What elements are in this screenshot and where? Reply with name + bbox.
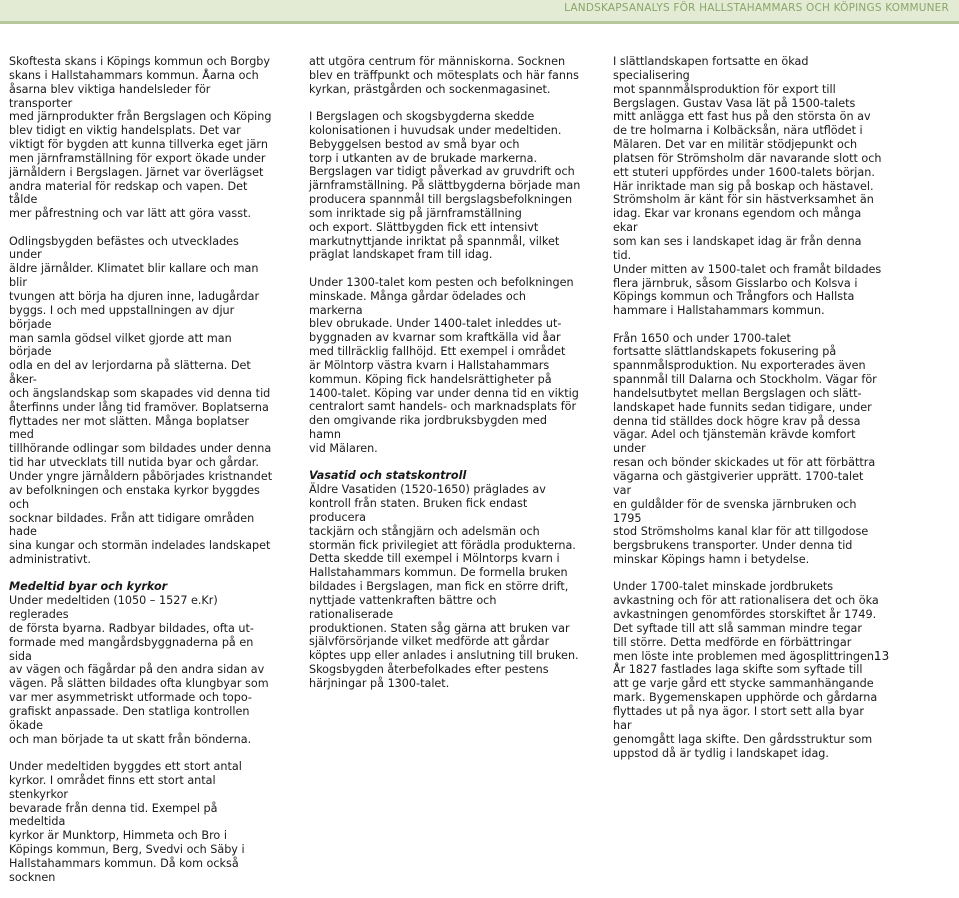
paragraph: Under medeltiden (1050 – 1527 e.Kr) reglerades de första byarna. Radbyar bildades, ofta ut- formade med mangårdsbyggnaderna på en sida av vägen och fägårdar på den andra sidan av vägen. På slätten bildades ofta klungbyar som var mer asymmetriskt utformade och topo- grafiskt anpassade. Den statliga kontrollen ökade och man började ta ut skatt från bönderna. (9, 594, 269, 746)
running-head: LANDSKAPSANALYS FÖR HALLSTAHAMMARS OCH KÖPINGS KOMMUNER (564, 2, 949, 14)
paragraph: Odlingsbygden befästes och utvecklades under äldre järnålder. Klimatet blir kallare och man blir tvungen att börja ha djuren inne, ladugårdar byggs. I och med uppstallningen av djur började man samla gödsel vilket gjorde att man började odla en del av lerjordarna på slätterna. Det åker- och ängslandskap som skapades vid denna tid återfinns under lång tid framöver. Boplatserna flyttades ner mot slätten. Många boplatser med tillhörande odlingar som bildades under denna tid har utvecklats till nutida byar och gårdar. Under yngre järnåldern påbörjades kristnandet av befolkningen och enstaka kyrkor byggdes och socknar bildades. Från att tidigare områden hade sina kungar och stormän indelades landskapet administrativt. (9, 234, 273, 567)
paragraph: Under medeltiden byggdes ett stort antal kyrkor. I området finns ett stort antal stenkyrkor bevarade från denna tid. Exempel på medeltida kyrkor är Munktorp, Himmeta och Bro i Köpings kommun, Berg, Svedvi och Säby i Hallstahammars kommun. Då kom också socknen (9, 760, 245, 884)
paragraph: I slättlandskapen fortsatte en ökad specialisering mot spannmålsproduktion för export till Bergslagen. Gustav Vasa lät på 1500-talets mitt anlägga ett fast hus på den största ön av de tre holmarna i Kolbäcksån, nära utflödet i Mälaren. Det var en militär stödjepunkt och platsen för Strömsholm där navarande slott och ett stuteri uppfördes under 1600-talets början. Här inriktade man sig på boskap och hästavel. Strömsholm är känt för sin hästverksamhet än idag. Ekar var kronans egendom och många ekar som kan ses i landskapet idag är från denna tid. Under mitten av 1500-talet och framåt bildades flera järnbruk, såsom Gisslarbo och Kolsva i Köpings kommun och Trångfors och Hallsta hammare i Hallstahammars kommun. (613, 55, 882, 318)
paragraph: I Bergslagen och skogsbygderna skedde kolonisationen i huvudsak under medeltiden. Bebyggelsen bestod av små byar och torp i utkanten av de brukade markerna. Bergslagen var tidigt påverkad av gruvdrift och järnframställning. På slättbygderna började man producera spannmål till bergslagsbefolkningen som inriktade sig på järnframställning och export. Slättbygden fick ett intensivt markutnyttjande inriktat på spannmål, vilket präglat landskapet fram till idag. (309, 110, 581, 262)
text-column-2 (309, 55, 581, 704)
text-column-3 (613, 55, 883, 774)
paragraph: att utgöra centrum för människorna. Socknen blev en träffpunkt och mötesplats och här fanns kyrkan, prästgården och sockenmagasinet. (309, 55, 579, 96)
paragraph: Från 1650 och under 1700-talet fortsatte slättlandskapets fokusering på spannmålsproduktion. Nu exporterades även spannmål till Dalarna och Stockholm. Vägar för handelsutbytet mellan Bergslagen och slätt- landskapet hade funnits sedan tidigare, under denna tid ställdes dock högre krav på dessa vägar. Adel och tjänstemän krävde komfort under resan och bönder skickades ut för att förbättra vägarna och gästgiverier upprätt. 1700-talet var en guldålder för de svenska järnbruken och 1795 stod Strömsholms kanal klar för att tillgodose bergsbrukens transporter. Under denna tid minskar Köpings hamn i betydelse. (613, 331, 877, 567)
paragraph: Under 1300-talet kom pesten och befolkningen minskade. Många gårdar ödelades och markerna blev obrukade. Under 1400-talet inleddes ut- byggnaden av kvarnar som kraftkälla vid åar med tillräcklig fallhöjd. Ett exempel i området är Mölntorp västra kvarn i Hallstahammars kommun. Köping fick handelsrättigheter på 1400-talet. Köping var under denna tid en viktig centralort samt handels- och marknadsplats för den omgivande rika jordbruksbygden med hamn vid Mälaren. (309, 275, 579, 455)
header-rule (0, 21, 959, 24)
paragraph: Under 1700-talet minskade jordbrukets avkastning och för att rationalisera det och öka avkastningen genomfördes storskiftet år 1749. Det syftade till att slå samman mindre tegar till större. Detta medförde en förbättringar men löste inte problemen med ägosplittringen. År 1827 fastlades laga skifte som syftade till att ge varje gård ett stycke sammanhängande mark. Bygemenskapen upphörde och gårdarna flyttades ut på nya ägor. I stort sett alla byar har genomgått laga skifte. Den gårdsstruktur som uppstod då är tydlig i landskapet idag. (613, 580, 879, 760)
section-heading-vasatid: Vasatid och statskontroll (309, 469, 467, 483)
paragraph: Äldre Vasatiden (1520-1650) präglades av kontroll från staten. Bruken fick endast producera tackjärn och stångjärn och adelsmän och stormän fick privilegiet att förädla produkterna. Detta skedde till exempel i Mölntorps kvarn i Hallstahammars kommun. De formella bruken bildades i Bergslagen, man fick en större drift, nyttjade vattenkraften bättre och rationaliserade produktionen. Staten såg gärna att bruken var självförsörjande vilket medförde att gårdar köptes upp eller anlades i anslutning till bruken. Skogsbygden återbefolkades efter pestens härjningar på 1300-talet. (309, 483, 579, 690)
section-heading-medeltid: Medeltid byar och kyrkor (9, 580, 168, 594)
text-column-1 (9, 55, 275, 898)
paragraph: Skoftesta skans i Köpings kommun och Borgby skans i Hallstahammars kommun. Åarna och åsarna blev viktiga handelsleder för transporter med järnprodukter från Bergslagen och Köping blev tidigt en viktig handelsplats. Det var viktigt för bygden att kunna tillverka eget järn men järnframställning för export ökade under järnåldern i Bergslagen. Järnet var överlägset andra material för redskap och vapen. Det tålde mer påfrestning och var lätt att göra vasst. (9, 55, 272, 221)
page-number: 13 (874, 649, 890, 663)
